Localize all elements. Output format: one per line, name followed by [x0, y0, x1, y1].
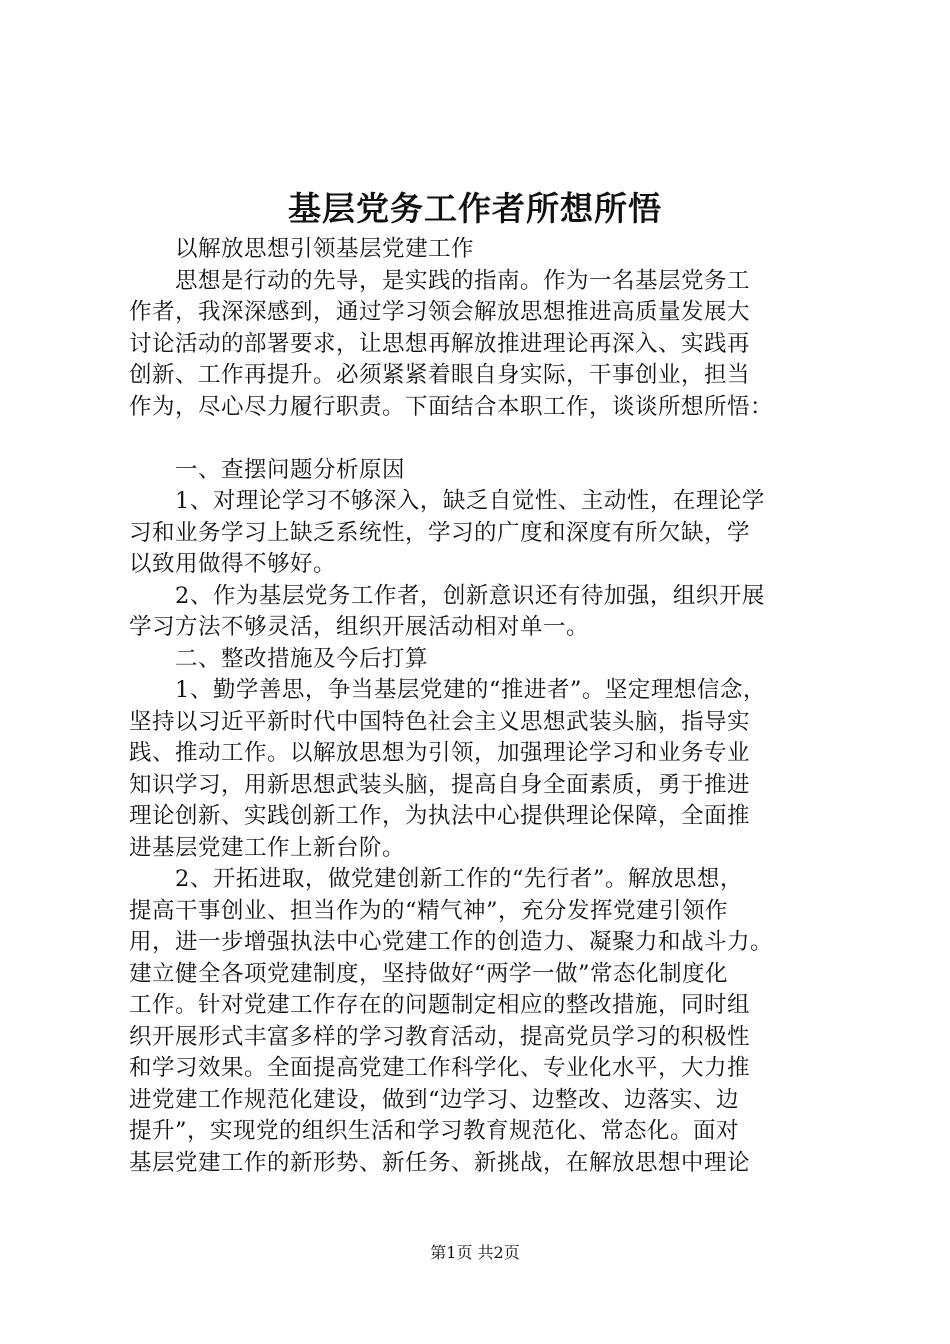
body-line: 1、勤学善思，争当基层党建的“推进者”。坚定理想信念，	[129, 677, 766, 703]
body-line: 二、整改措施及今后打算	[129, 645, 429, 672]
body-line: 进党建工作规范化建设，做到“边学习、边整改、边落实、边	[129, 1086, 740, 1113]
body-line: 用，进一步增强执法中心党建工作的创造力、凝聚力和战斗力。	[129, 929, 774, 955]
body-line: 创新、工作再提升。必须紧紧着眼自身实际，干事创业，担当	[129, 362, 751, 388]
body-line: 进基层党建工作上新台阶。	[129, 834, 406, 861]
body-line: 以解放思想引领基层党建工作	[129, 236, 475, 262]
page-footer: 第1页 共2页	[430, 1243, 520, 1262]
body-line: 提高干事创业、担当作为的“精气神”，充分发挥党建引领作	[129, 897, 729, 924]
body-line: 1、对理论学习不够深入，缺乏自觉性、主动性，在理论学	[129, 488, 765, 514]
body-line: 和学习效果。全面提高党建工作科学化、专业化水平，大力推	[129, 1055, 751, 1081]
body-line: 作者，我深深感到，通过学习领会解放思想推进高质量发展大	[129, 299, 751, 325]
body-line: 织开展形式丰富多样的学习教育活动，提高党员学习的积极性	[129, 1023, 751, 1050]
body-line: 2、作为基层党务工作者，创新意识还有待加强，组织开展	[129, 582, 765, 609]
body-line: 提升”，实现党的组织生活和学习教育规范化、常态化。面对	[129, 1118, 740, 1144]
document-body	[129, 234, 829, 1179]
body-line: 作为，尽心尽力履行职责。下面结合本职工作，谈谈所想所悟：	[129, 393, 774, 420]
body-line: 一、查摆问题分析原因	[129, 456, 406, 483]
document-title: 基层党务工作者所想所悟	[288, 189, 662, 228]
body-line: 思想是行动的先导，是实践的指南。作为一名基层党务工	[129, 267, 751, 294]
body-line: 2、开拓进取，做党建创新工作的“先行者”。解放思想，	[129, 866, 743, 892]
body-line: 基层党建工作的新形势、新任务、新挑战，在解放思想中理论	[129, 1149, 751, 1176]
blank-line	[129, 423, 829, 455]
body-line: 学习方法不够灵活，组织开展活动相对单一。	[129, 614, 590, 640]
body-line: 工作。针对党建工作存在的问题制定相应的整改措施，同时组	[129, 992, 751, 1018]
body-line: 习和业务学习上缺乏系统性，学习的广度和深度有所欠缺，学	[129, 519, 751, 546]
body-line: 理论创新、实践创新工作，为执法中心提供理论保障，全面推	[129, 803, 751, 829]
body-line: 坚持以习近平新时代中国特色社会主义思想武装头脑，指导实	[129, 708, 751, 735]
body-line: 知识学习，用新思想武装头脑，提高自身全面素质，勇于推进	[129, 771, 751, 798]
body-line: 讨论活动的部署要求，让思想再解放推进理论再深入、实践再	[129, 330, 751, 357]
body-line: 以致用做得不够好。	[129, 551, 337, 577]
body-line: 践、推动工作。以解放思想为引领，加强理论学习和业务专业	[129, 740, 751, 766]
body-line: 建立健全各项党建制度，坚持做好“两学一做”常态化制度化	[129, 960, 729, 987]
